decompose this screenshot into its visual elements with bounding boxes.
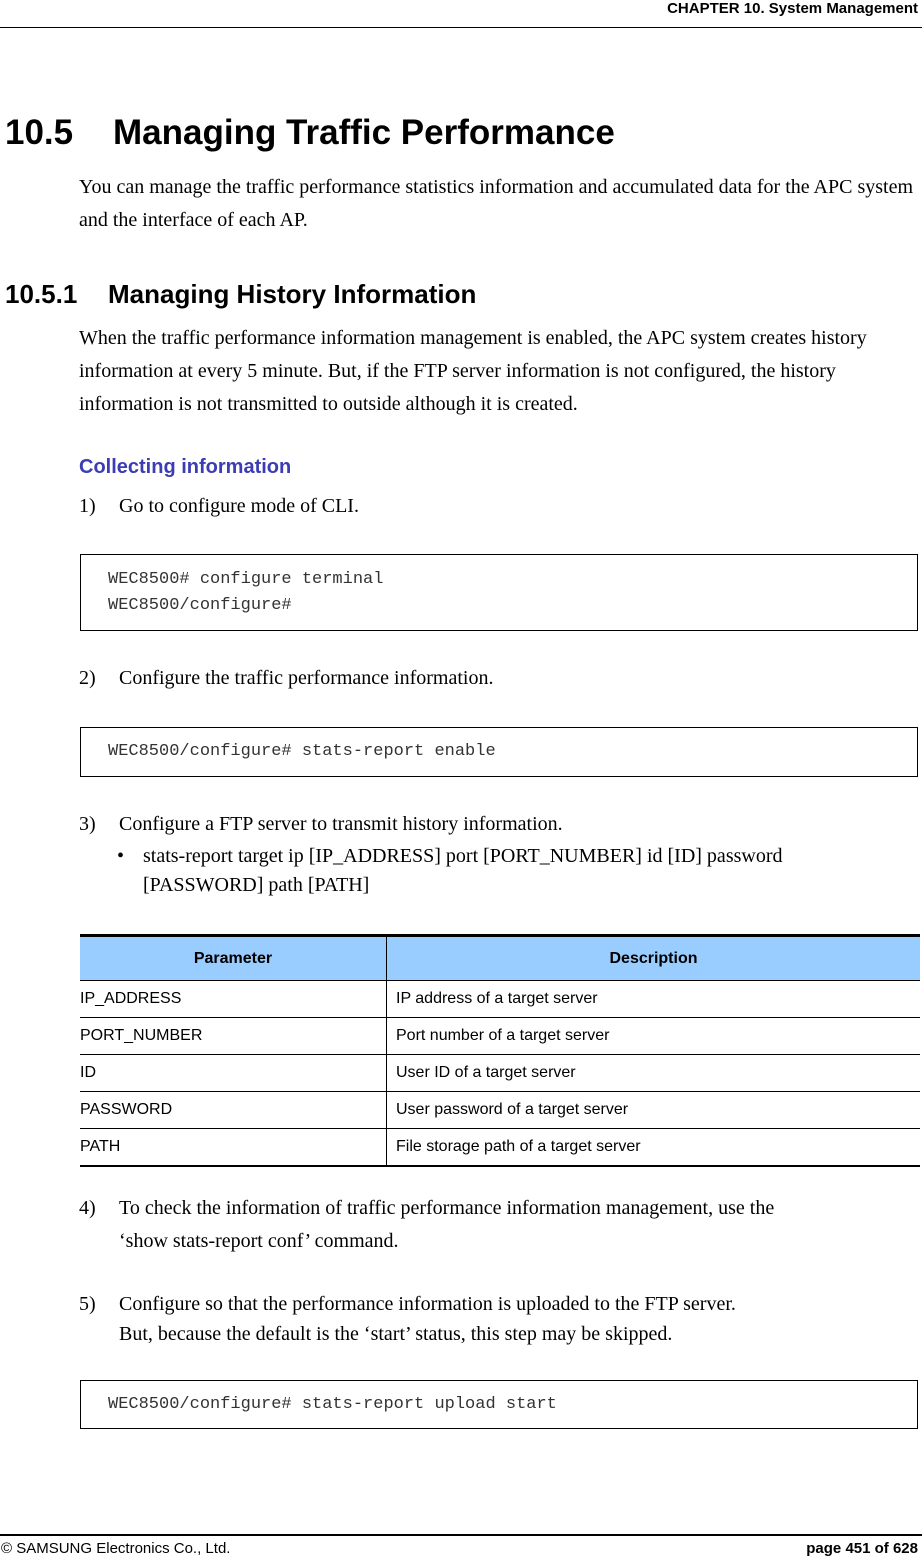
step-5-number: 5) — [79, 1293, 96, 1315]
table-row — [80, 1092, 920, 1129]
code-line: WEC8500/configure# stats-report enable — [108, 742, 496, 761]
section-intro: You can manage the traffic performance statistics information and accumulated data for the APC system and the interface of each AP. — [79, 176, 914, 231]
step-5 — [79, 1293, 736, 1316]
desc-cell: IP address of a target server — [387, 981, 921, 1018]
step-4-line-1: To check the information of traffic performance information management, use the — [119, 1197, 775, 1219]
step-3-number: 3) — [79, 813, 96, 835]
desc-cell: File storage path of a target server — [387, 1129, 921, 1167]
section-heading — [5, 113, 615, 153]
param-cell: IP_ADDRESS — [80, 981, 387, 1018]
subsection-number: 10.5.1 — [5, 279, 78, 309]
code-line: WEC8500/configure# — [108, 596, 292, 615]
section-title: Managing Traffic Performance — [113, 113, 615, 152]
desc-cell: User password of a target server — [387, 1092, 921, 1129]
parameter-table — [80, 934, 920, 1167]
step-3-text: Configure a FTP server to transmit history information. — [119, 813, 563, 835]
step-2-text: Configure the traffic performance information. — [119, 667, 494, 689]
step-3 — [79, 813, 563, 836]
code-line: WEC8500/configure# stats-report upload start — [108, 1395, 557, 1414]
step-5-line-1: Configure so that the performance information is uploaded to the FTP server. — [119, 1293, 736, 1315]
step-2 — [79, 667, 493, 690]
subsection-heading — [5, 279, 476, 310]
step-1-text: Go to configure mode of CLI. — [119, 495, 359, 517]
header-parameter: Parameter — [80, 936, 387, 981]
param-cell: PATH — [80, 1129, 387, 1167]
footer-page-number: page 451 of 628 — [806, 1540, 918, 1557]
chapter-header: CHAPTER 10. System Management — [667, 0, 918, 17]
table-row — [80, 1055, 920, 1092]
footer-copyright: © SAMSUNG Electronics Co., Ltd. — [1, 1540, 231, 1557]
param-cell: PORT_NUMBER — [80, 1018, 387, 1055]
subsection-title: Managing History Information — [108, 279, 477, 309]
step-5-line-2: But, because the default is the ‘start’ status, this step may be skipped. — [119, 1323, 673, 1345]
code-block-2 — [80, 727, 918, 777]
code-block-3 — [80, 1380, 918, 1429]
code-line: WEC8500# configure terminal — [108, 570, 384, 589]
footer-divider — [0, 1534, 922, 1536]
collecting-heading: Collecting information — [79, 456, 292, 478]
bullet-line-2: [PASSWORD] path [PATH] — [143, 874, 370, 896]
desc-cell: Port number of a target server — [387, 1018, 921, 1055]
step-4-line-2: ‘show stats-report conf’ command. — [119, 1230, 399, 1252]
bullet-line-1: stats-report target ip [IP_ADDRESS] port [PORT_NUMBER] id [ID] password — [143, 845, 783, 867]
param-cell: ID — [80, 1055, 387, 1092]
step-4-number: 4) — [79, 1197, 96, 1219]
step-4 — [79, 1197, 774, 1220]
step-1 — [79, 495, 359, 518]
step-2-number: 2) — [79, 667, 96, 689]
header-divider — [0, 27, 922, 28]
desc-cell: User ID of a target server — [387, 1055, 921, 1092]
bullet-icon: • — [117, 845, 125, 867]
header-description: Description — [387, 936, 921, 981]
table-row — [80, 1129, 920, 1167]
subsection-intro: When the traffic performance information management is enabled, the APC system creates history information at every 5 minute. But, if the FTP server information is not configured, the history information is not transmitted to outside although it is created. — [79, 327, 867, 415]
table-header-row — [80, 936, 920, 981]
table-row — [80, 1018, 920, 1055]
param-cell: PASSWORD — [80, 1092, 387, 1129]
section-number: 10.5 — [5, 113, 74, 152]
table-row — [80, 981, 920, 1018]
step-1-number: 1) — [79, 495, 96, 517]
code-block-1 — [80, 554, 918, 631]
